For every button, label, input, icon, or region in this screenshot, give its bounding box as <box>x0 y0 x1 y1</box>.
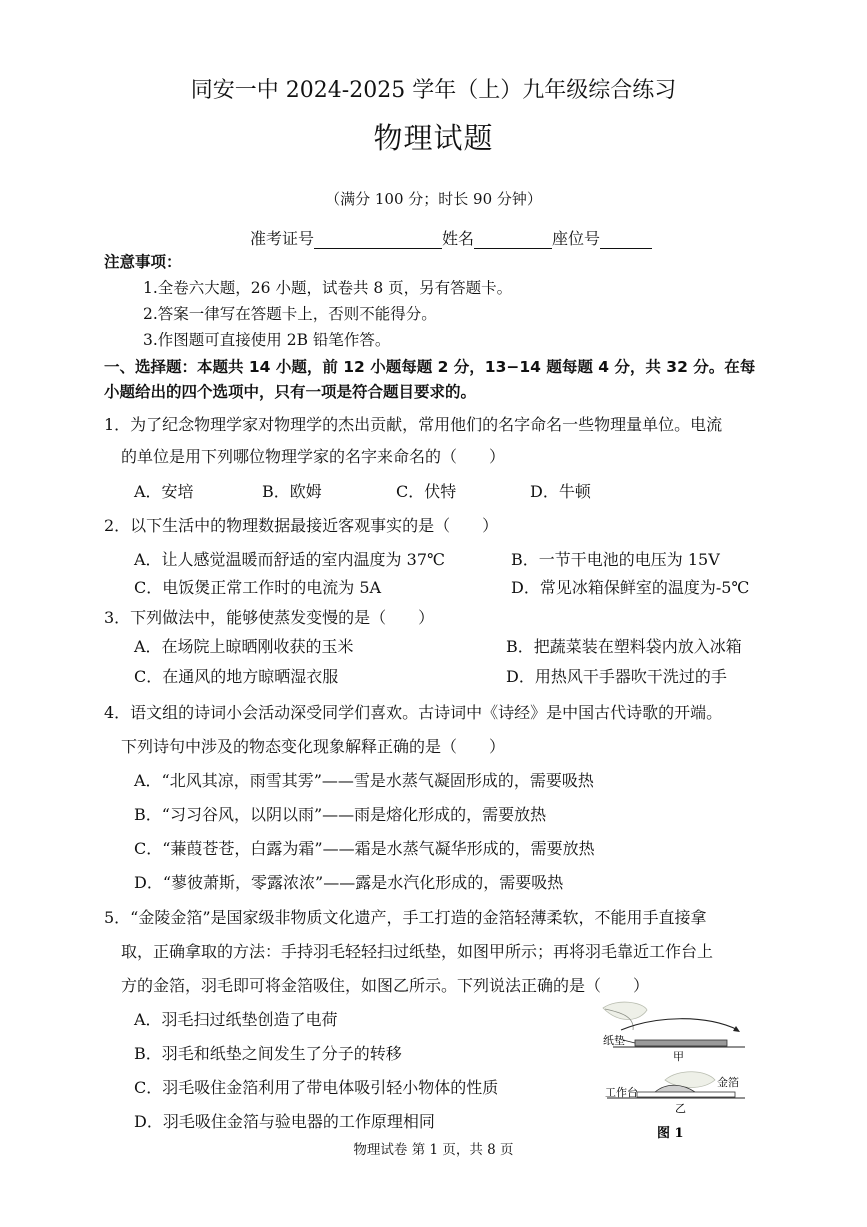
figure-caption: 图 1 <box>657 1126 684 1141</box>
question-2-stem: 2．以下生活中的物理数据最接近客观事实的是（ ） <box>104 516 499 535</box>
label-yi: 乙 <box>675 1102 686 1115</box>
q3-option-a: A．在场院上晾晒刚收获的玉米 <box>134 637 354 656</box>
question-5-stem: 5．“金陵金箔”是国家级非物质文化遗产，手工打造的金箔轻薄柔软，不能用手直接拿 <box>104 908 707 927</box>
page-footer: 物理试卷 第 1 页，共 8 页 <box>353 1142 514 1158</box>
q3-option-b: B．把蔬菜装在塑料袋内放入冰箱 <box>506 637 742 656</box>
q2-option-d: D．常见冰箱保鲜室的温度为-5℃ <box>511 578 750 597</box>
subject-title: 物理试题 <box>373 121 494 155</box>
name-blank <box>474 232 552 249</box>
q5-option-c: C．羽毛吸住金箔利用了带电体吸引轻小物体的性质 <box>134 1078 499 1097</box>
q1-option-a: A．安培 <box>134 482 194 501</box>
question-1-stem: 1．为了纪念物理学家对物理学的杰出贡献，常用他们的名字命名一些物理量单位。电流 <box>104 415 723 434</box>
seat-label: 座位号 <box>552 229 601 248</box>
work-table <box>637 1092 735 1097</box>
exam-info: （满分 100 分；时长 90 分钟） <box>325 190 542 208</box>
q4-option-c: C．“蒹葭苍苍，白露为霜”——霜是水蒸气凝华形成的，需要放热 <box>134 839 595 858</box>
q5-option-b: B．羽毛和纸垫之间发生了分子的转移 <box>134 1044 402 1063</box>
paper-pad <box>635 1040 727 1046</box>
sweep-arc <box>621 1019 738 1030</box>
label-gold-foil: 金箔 <box>717 1076 739 1089</box>
question-1-stem-cont: 的单位是用下列哪位物理学家的名字来命名的（ ） <box>121 447 506 466</box>
q2-option-b: B．一节干电池的电压为 15V <box>511 550 720 569</box>
section-heading: 一、选择题：本题共 14 小题，前 12 小题每题 2 分，13−14 题每题 4 分，共 32 分。在每 <box>104 358 756 376</box>
q4-option-d: D．“蓼彼萧斯，零露浓浓”——露是水汽化形成的，需要吸热 <box>134 873 564 892</box>
q5-option-d: D．羽毛吸住金箔与验电器的工作原理相同 <box>134 1112 435 1131</box>
name-label: 姓名 <box>442 229 475 248</box>
label-work-table: 工作台 <box>605 1086 638 1099</box>
note-item: 1.全卷六大题，26 小题，试卷共 8 页，另有答题卡。 <box>143 279 513 297</box>
feather-icon <box>603 1002 647 1030</box>
q1-option-b: B．欧姆 <box>262 482 322 501</box>
notes-heading: 注意事项： <box>104 253 182 271</box>
question-5-stem-cont: 取，正确拿取的方法：手持羽毛轻轻扫过纸垫，如图甲所示；再将羽毛靠近工作台上 <box>121 942 714 961</box>
q1-option-c: C．伏特 <box>396 482 457 501</box>
note-item: 3.作图题可直接使用 2B 铅笔作答。 <box>143 331 391 349</box>
q2-option-a: A．让人感觉温暖而舒适的室内温度为 37℃ <box>134 550 445 569</box>
candidate-info-line <box>250 226 652 249</box>
school-title: 同安一中 2024-2025 学年（上）九年级综合练习 <box>190 78 677 103</box>
label-jia: 甲 <box>673 1050 684 1063</box>
q2-option-c: C．电饭煲正常工作时的电流为 5A <box>134 578 382 597</box>
q3-option-c: C．在通风的地方晾晒湿衣服 <box>134 667 339 686</box>
question-4-stem: 4．语文组的诗词小会活动深受同学们喜欢。古诗词中《诗经》是中国古代诗歌的开端。 <box>104 703 723 722</box>
question-3-stem: 3．下列做法中，能够使蒸发变慢的是（ ） <box>104 608 435 627</box>
label-paper-pad: 纸垫 <box>603 1034 625 1047</box>
seat-blank <box>600 232 652 249</box>
section-heading-cont: 小题给出的四个选项中，只有一项是符合题目要求的。 <box>104 383 477 401</box>
id-label: 准考证号 <box>250 229 315 248</box>
note-item: 2.答案一律写在答题卡上，否则不能得分。 <box>143 305 437 323</box>
q5-option-a: A．羽毛扫过纸垫创造了电荷 <box>134 1010 338 1029</box>
figure-1-diagram <box>595 1000 755 1150</box>
q3-option-d: D．用热风干手器吹干洗过的手 <box>506 667 727 686</box>
q4-option-b: B．“习习谷风，以阴以雨”——雨是熔化形成的，需要放热 <box>134 805 547 824</box>
q1-option-d: D．牛顿 <box>530 482 591 501</box>
q4-option-a: A．“北风其凉，雨雪其雱”——雪是水蒸气凝固形成的，需要吸热 <box>134 771 594 790</box>
question-4-stem-cont: 下列诗句中涉及的物态变化现象解释正确的是（ ） <box>121 737 506 756</box>
id-blank <box>314 232 442 249</box>
question-5-stem-cont: 方的金箔，羽毛即可将金箔吸住，如图乙所示。下列说法正确的是（ ） <box>121 976 650 995</box>
